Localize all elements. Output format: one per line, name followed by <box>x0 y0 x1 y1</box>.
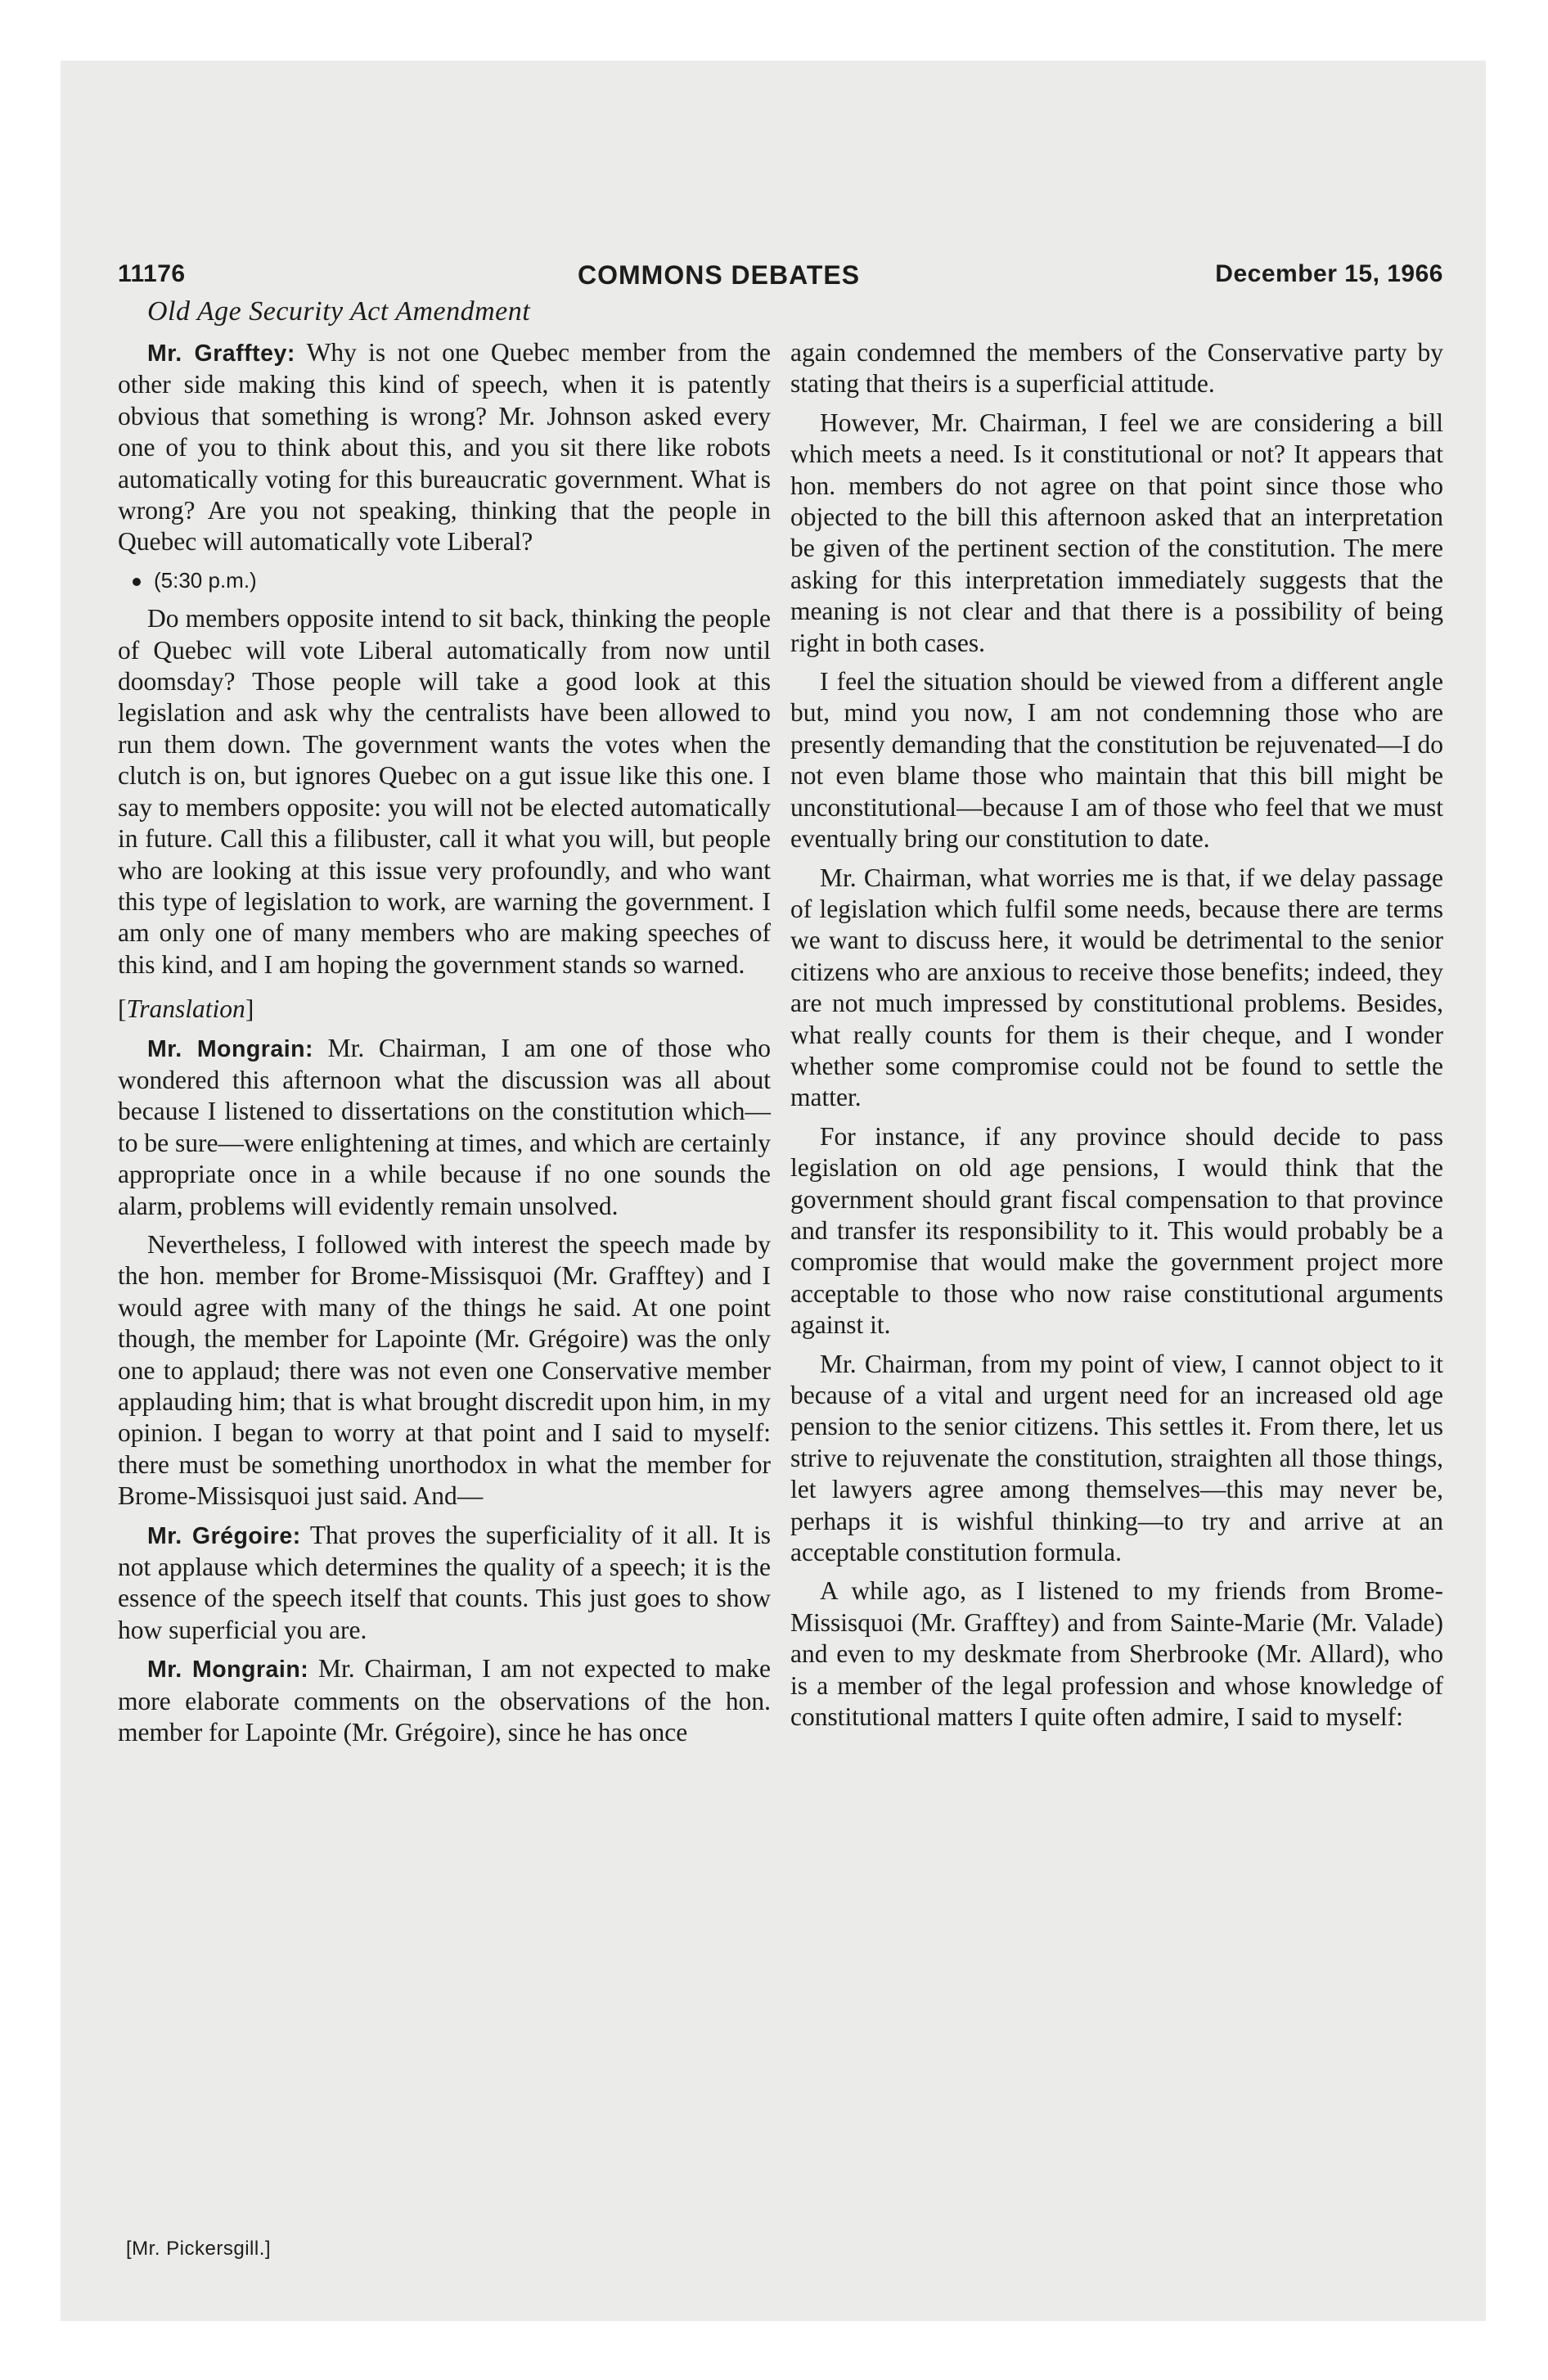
paragraph: A while ago, as I listened to my friends from Brome-Missisquoi (Mr. Grafftey) and from Sainte-Marie (Mr. Valade) and even to my deskmate from Sherbrooke (Mr. Allard), who is a member of the legal profession and whose knowledge of constitutional matters I quite often admire, I said to myself: <box>790 1576 1443 1732</box>
speaker-name: Mr. Mongrain: <box>147 1657 309 1684</box>
paragraph: Do members opposite intend to sit back, thinking the people of Quebec will vote Liberal automatically from now until doomsday? Those people will take a good look at this legislation and ask why the centralists have been allowed to run them down. The government wants the votes when the clutch is on, but ignores Quebec on a gut issue like this one. I say to members opposite: you will not be elected automatically in future. Call this a filibuster, call it what you will, but people who are looking at this issue very profoundly, and who want this type of legislation to work, are warning the government. I am only one of many members who are making speeches of this kind, and I am hoping the government stands so warned. <box>118 604 771 979</box>
paragraph: Mr. Chairman, from my point of view, I cannot object to it because of a vital and urgent need for an increased old age pension to the senior citizens. This settles it. From there, let us strive to rejuvenate the constitution, straighten all those things, let lawyers agree among themselves—this may never be, perhaps it is wishful thinking—to try and arrive at an acceptable constitution formula. <box>790 1349 1443 1567</box>
paragraph <box>118 1520 771 1647</box>
running-header <box>118 260 1443 296</box>
speech-text: Mr. Chairman, I am not expected to make more elaborate comments on the observations of the hon. member for Lapointe (Mr. Grégoire), since he has once <box>118 1654 772 1747</box>
speech-text: That proves the superficiality of it all. It is not applause which determines the quality of a speech; it is the essence of the speech itself that counts. This just goes to show how superficial you are. <box>118 1520 772 1644</box>
paragraph: again condemned the members of the Conservative party by stating that theirs is a superficial attitude. <box>790 338 1443 399</box>
time-marker <box>118 565 771 596</box>
issue-date: December 15, 1966 <box>1215 260 1443 287</box>
paragraph: Mr. Chairman, what worries me is that, if we delay passage of legislation which fulfil some needs, because there are terms we want to discuss here, it would be detrimental to the senior citizens who are anxious to receive those benefits; indeed, they are not much impressed by constitutional problems. Besides, what really counts for them is their cheque, and I wonder whether some compromise could not be found to settle the matter. <box>790 863 1443 1112</box>
paragraph <box>118 1033 771 1222</box>
time-marker-text: (5:30 p.m.) <box>154 567 257 593</box>
paragraph: For instance, if any province should decide to pass legislation on old age pensions, I would think that the government should grant fiscal compensation to that province and transfer its responsibility to it. This would probably be a compromise that would make the government project more acceptable to those who now raise constitutional arguments against it. <box>790 1121 1443 1340</box>
paragraph: I feel the situation should be viewed from a different angle but, mind you now, I am not condemning those who are presently demanding that the constitution be rejuvenated—I do not even blame those who maintain that this bill might be unconstitutional—because I am of those who feel that we must eventually bring our constitution to date. <box>790 667 1443 854</box>
paragraph <box>118 337 771 558</box>
speaker-name: Mr. Grafftey: <box>147 340 295 367</box>
page-number: 11176 <box>118 260 186 287</box>
scanned-page <box>61 61 1486 2321</box>
page-content <box>118 200 1443 2287</box>
translation-note: [Translation] <box>118 994 254 1024</box>
left-column <box>118 337 771 1748</box>
footer-attribution: [Mr. Pickersgill.] <box>126 2238 272 2260</box>
speaker-name: Mr. Grégoire: <box>147 1522 301 1549</box>
right-column <box>790 337 1443 1733</box>
bullet-icon <box>133 578 141 586</box>
subject-heading: Old Age Security Act Amendment <box>147 296 531 327</box>
translation-note-text: Translation <box>126 994 245 1024</box>
paragraph <box>118 1653 771 1748</box>
speaker-name: Mr. Mongrain: <box>147 1035 314 1062</box>
speech-text: Mr. Chairman, I am one of those who wondered this afternoon what the discussion was all about because I listened to dissertations on the constitution which—to be sure—were enlightening at times, and which are certainly appropriate once in a while because if no one sounds the alarm, problems will evidently remain unsolved. <box>118 1033 771 1220</box>
speech-text: Why is not one Quebec member from the other side making this kind of speech, when it is patently obvious that something is wrong? Mr. Johnson asked every one of you to think about this, and you sit there like robots automatically voting for this bureaucratic government. What is wrong? Are you not speaking, thinking that the people in Quebec will automatically vote Liberal? <box>118 338 771 557</box>
journal-title: COMMONS DEBATES <box>578 260 861 290</box>
paragraph: Nevertheless, I followed with interest the speech made by the hon. member for Brome-Missisquoi (Mr. Grafftey) and I would agree with many of the things he said. At one point though, the member for Lapointe (Mr. Grégoire) was the only one to applaud; there was not even one Conservative member applauding him; that is what brought discredit upon him, in my opinion. I began to worry at that point and I said to myself: there must be something unorthodox in what the member for Brome-Missisquoi just said. And— <box>118 1229 771 1511</box>
paragraph: However, Mr. Chairman, I feel we are considering a bill which meets a need. Is it constitutional or not? It appears that hon. members do not agree on that point since those who objected to the bill this afternoon asked that an interpretation be given of the pertinent section of the constitution. The mere asking for this interpretation immediately suggests that the meaning is not clear and that there is a possibility of being right in both cases. <box>790 408 1443 657</box>
